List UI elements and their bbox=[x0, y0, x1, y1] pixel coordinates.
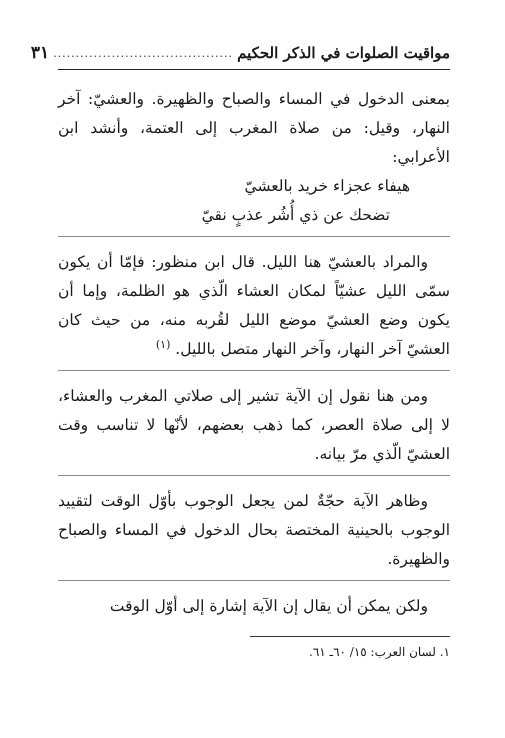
paragraph-4: وظاهر الآية حجّةٌ لمن يجعل الوجوب بأوّل الوقت لتقييد الوجوب بالحينية المختصة بحال الدخول في المساء والصباح والظهيرة. bbox=[58, 492, 450, 568]
paragraph-divider bbox=[58, 370, 450, 372]
page-header bbox=[30, 40, 450, 66]
footnote-rule bbox=[250, 636, 450, 637]
verse-line-2: تضحك عن ذي أُشُر عذبٍ نقيّ bbox=[201, 206, 390, 224]
leader-dots: ........................................ bbox=[53, 46, 234, 60]
paragraph-5: ولكن يمكن أن يقال إن الآية إشارة إلى أوّل الوقت bbox=[109, 597, 428, 615]
footnote-reference: (١) bbox=[155, 337, 171, 351]
verse-line-1: هيفاء عجزاء خريد بالعشيّ bbox=[244, 177, 410, 195]
paragraph-divider bbox=[58, 236, 450, 238]
page-number: ٣١ bbox=[30, 43, 50, 63]
paragraph-1: بمعنى الدخول في المساء والصباح والظهيرة. والعشيّ: آخر النهار، وقيل: من صلاة المغرب إلى العتمة، وأنشد ابن الأعرابي: bbox=[58, 90, 450, 166]
footnote: ١. لسان العرب: ١٥/ ٦٠ـ ٦١. bbox=[309, 645, 450, 659]
paragraph-3: ومن هنا نقول إن الآية تشير إلى صلاتي المغرب والعشاء، لا إلى صلاة العصر، كما ذهب بعضهم، لأنّها لا تناسب وقت العشيّ الّذي مرّ بيانه. bbox=[58, 387, 450, 463]
paragraph-2-text: والمراد بالعشيّ هنا الليل. قال ابن منظور: فإمّا أن يكون سمّى الليل عشيّاً لمكان العشاء الّذي هو الظلمة، وإما أن يكون وضع العشيّ موضع الليل لقُربه منه، من حيث كان العشيّ آخر النهار، وآخر النهار متصل بالليل. bbox=[58, 253, 450, 358]
paragraph-2 bbox=[58, 248, 450, 364]
running-title: مواقيت الصلوات في الذكر الحكيم bbox=[237, 44, 450, 62]
body-text bbox=[58, 85, 450, 621]
paragraph-divider bbox=[58, 580, 450, 582]
header-rule bbox=[58, 69, 450, 70]
paragraph-divider bbox=[58, 475, 450, 477]
